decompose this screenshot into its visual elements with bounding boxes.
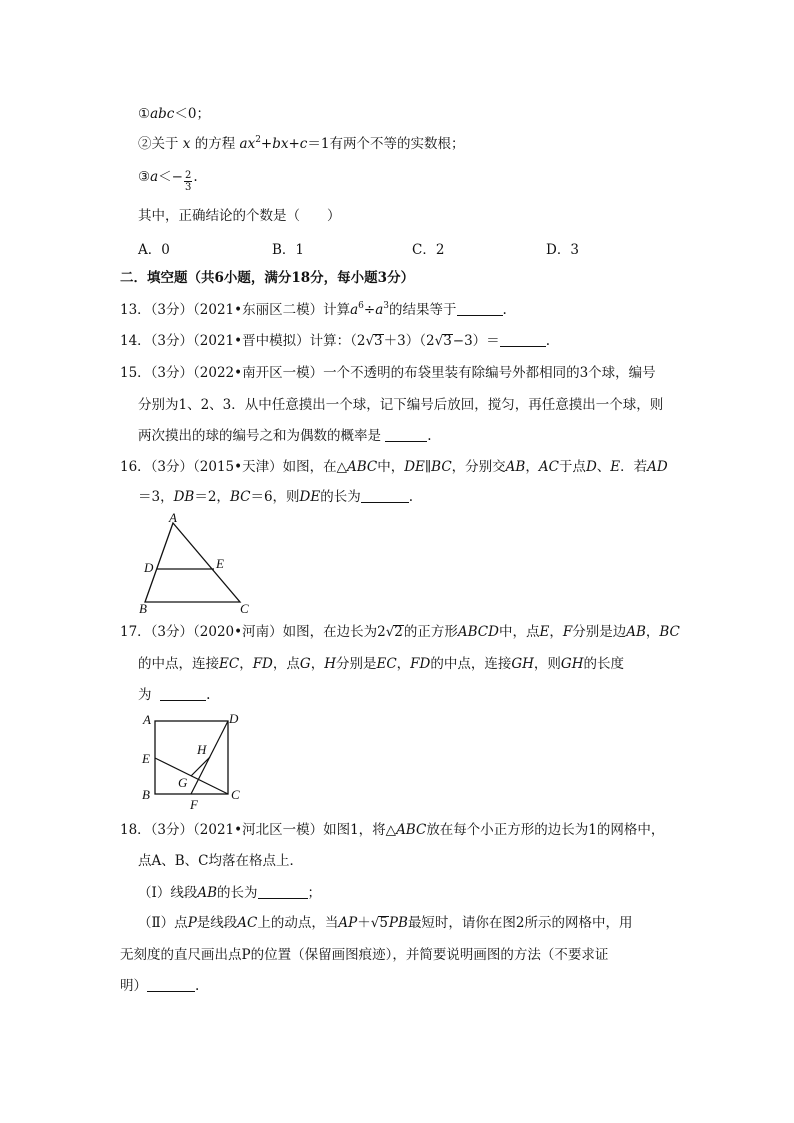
exponent: 6 xyxy=(358,301,364,311)
text: 于点 xyxy=(558,459,586,475)
label: D xyxy=(585,459,597,475)
var-a: a xyxy=(350,302,359,318)
text: 的正方形 xyxy=(403,624,458,640)
text: ，则 xyxy=(533,656,561,672)
label-g: G xyxy=(178,775,188,790)
label: AB xyxy=(505,459,526,475)
label: BC xyxy=(229,489,251,505)
expr-rest: +bx+c xyxy=(260,136,308,152)
text: 中，点 xyxy=(498,624,540,640)
question-18-line-5 xyxy=(120,976,199,996)
text: 分别是 xyxy=(335,656,377,672)
comma: ， xyxy=(396,656,411,672)
label: AP xyxy=(338,915,358,931)
text: 上的动点，当 xyxy=(257,915,339,931)
question-16-line-1 xyxy=(120,457,668,477)
text: 的长为 xyxy=(217,885,258,901)
conclusion-text: 其中，正确结论的个数是（ ） xyxy=(138,208,341,224)
label: P xyxy=(187,915,197,931)
label-a: A xyxy=(169,510,177,525)
var-a: a xyxy=(150,169,159,185)
label-d: D xyxy=(144,560,154,575)
expr-abc: abc xyxy=(150,106,175,122)
condition-3 xyxy=(138,167,198,193)
text: 17．（3分）（2020•河南）如图，在边长为2 xyxy=(120,624,386,640)
question-18-line-1 xyxy=(120,820,664,840)
answer-blank xyxy=(385,427,427,442)
comma: ， xyxy=(525,459,539,475)
period: . xyxy=(193,169,198,185)
text: 中， xyxy=(377,459,405,475)
label: AB xyxy=(197,885,218,901)
text: 18．（3分）（2021•河北区一模）如图1，将△ xyxy=(120,822,397,838)
question-18-line-2: 点A、B、C均落在格点上． xyxy=(138,853,303,869)
label-a: A xyxy=(143,712,151,727)
text: （Ⅰ）线段 xyxy=(138,885,198,901)
label: AB xyxy=(626,624,646,640)
text: ＝2， xyxy=(194,489,230,505)
sqrt-sign: √ xyxy=(385,624,395,640)
comma: ， xyxy=(549,624,563,640)
text: 的中点，连接 xyxy=(138,656,219,672)
label: FD xyxy=(410,656,431,672)
label: BC xyxy=(659,624,680,640)
question-17-line-1 xyxy=(120,622,680,642)
comma: ， xyxy=(239,656,253,672)
text: ＝1有两个不等的实数根； xyxy=(307,136,465,152)
text: 为 xyxy=(138,687,152,703)
label: AD xyxy=(647,459,668,475)
comma: ， xyxy=(310,656,325,672)
square-abcd xyxy=(155,721,228,794)
label: F xyxy=(562,624,573,640)
question-15-line-3 xyxy=(138,426,432,446)
label: DE xyxy=(404,459,425,475)
text: 是线段 xyxy=(196,915,238,931)
mark-2: ② xyxy=(138,136,152,152)
text: ＝3， xyxy=(138,489,174,505)
sqrt-sign: √ xyxy=(370,915,380,931)
mark-1: ① xyxy=(138,106,151,122)
period: . xyxy=(206,687,211,703)
label: EC xyxy=(219,656,240,672)
q14-mid: ＋3）（2 xyxy=(383,333,435,349)
q15-text: 两次摸出的球的编号之和为偶数的概率是 xyxy=(138,428,381,444)
question-18-part-2 xyxy=(138,913,633,933)
relation: ＜0； xyxy=(174,106,210,122)
label: BC xyxy=(431,459,452,475)
label-b: B xyxy=(142,787,150,802)
label: E xyxy=(610,459,621,475)
segment-gh xyxy=(191,757,210,776)
text: ，点 xyxy=(272,656,300,672)
answer-blank xyxy=(258,884,308,899)
label: FD xyxy=(252,656,273,672)
text: （Ⅱ）点 xyxy=(138,915,188,931)
semicolon: ； xyxy=(307,885,322,901)
choice-c: C．2 xyxy=(412,242,445,258)
div-sign: ÷ xyxy=(363,302,376,318)
plus: ＋ xyxy=(357,915,371,931)
section-title: 二．填空题（共6小题，满分18分，每小题3分） xyxy=(120,270,415,286)
numerator: 2 xyxy=(184,170,192,181)
text: 明） xyxy=(120,978,147,994)
label-f: F xyxy=(190,797,198,812)
q13-head: 13．（3分）（2021•东丽区二模）计算 xyxy=(120,302,351,318)
sep: 、 xyxy=(596,459,611,475)
period: . xyxy=(427,428,432,444)
label: DE xyxy=(299,489,321,505)
text: 的方程 xyxy=(194,136,236,152)
figure-17-square xyxy=(136,708,246,812)
text: 16．（3分）（2015•天津）如图，在△ xyxy=(120,459,347,475)
period: . xyxy=(502,302,507,318)
label: AC xyxy=(538,459,559,475)
label-b: B xyxy=(139,601,147,616)
q13-tail: 的结果等于 xyxy=(389,302,457,318)
text: 的长为 xyxy=(320,489,361,505)
condition-2 xyxy=(138,134,464,154)
label-e: E xyxy=(216,556,224,571)
question-15-line-2: 分别为1、2、3．从中任意摸出一个球，记下编号后放回，搅匀，再任意摸出一个球，则 xyxy=(138,397,664,413)
text: 的长度 xyxy=(583,656,624,672)
label-c: C xyxy=(231,787,240,802)
label: AC xyxy=(237,915,258,931)
label: H xyxy=(324,656,336,672)
question-18-line-4: 无刻度的直尺画出点P的位置（保留画图痕迹），并简要说明画图的方法（不要求证 xyxy=(120,947,609,963)
label-e: E xyxy=(142,751,150,766)
label-c: C xyxy=(240,601,249,616)
label: ABC xyxy=(396,822,427,838)
question-13 xyxy=(120,300,507,320)
question-17-line-2 xyxy=(138,654,624,674)
figure-16-triangle xyxy=(130,510,260,620)
text: ．若 xyxy=(620,459,648,475)
question-17-line-3 xyxy=(138,685,210,705)
fraction xyxy=(184,170,192,193)
text: 的中点，连接 xyxy=(430,656,512,672)
question-15-line-1: 15．（3分）（2022•南开区一模）一个不透明的布袋里装有除编号外都相同的3个球，编号 xyxy=(120,365,656,381)
text: 放在每个小正方形的边长为1的网格中， xyxy=(426,822,665,838)
period: . xyxy=(195,978,200,994)
condition-1 xyxy=(138,104,210,124)
label: G xyxy=(299,656,311,672)
answer-blank xyxy=(457,301,503,316)
text: 分别是边 xyxy=(572,624,627,640)
exponent: 3 xyxy=(383,301,389,311)
text: ，分别交 xyxy=(451,459,506,475)
label: ABCD xyxy=(457,624,499,640)
choice-a: A．0 xyxy=(138,242,170,258)
text: 最短时，请你在图2所示的网格中，用 xyxy=(407,915,633,931)
label: GH xyxy=(560,656,584,672)
denominator: 3 xyxy=(184,182,192,193)
mark-3: ③ xyxy=(138,169,151,185)
radicand: 3 xyxy=(374,333,383,349)
q14-tail: −3）＝ xyxy=(452,333,500,349)
relation: ＜− xyxy=(158,169,183,185)
label-h: H xyxy=(197,742,207,757)
expr-ax: ax xyxy=(239,136,256,152)
sqrt-sign: √ xyxy=(365,333,375,349)
label: PB xyxy=(388,915,408,931)
parallel-sign: ∥ xyxy=(424,459,432,475)
text: 关于 xyxy=(151,136,179,152)
answer-blank xyxy=(160,686,206,701)
question-14 xyxy=(120,331,550,351)
radicand: 3 xyxy=(443,333,452,349)
label: EC xyxy=(376,656,397,672)
var-a: a xyxy=(375,302,384,318)
label: DB xyxy=(173,489,195,505)
radicand: 5 xyxy=(379,915,388,931)
q14-head: 14．（3分）（2021•晋中模拟）计算：（2 xyxy=(120,333,366,349)
answer-blank xyxy=(500,332,546,347)
label: GH xyxy=(511,656,534,672)
answer-blank xyxy=(361,488,409,503)
period: . xyxy=(545,333,550,349)
sqrt-sign: √ xyxy=(434,333,444,349)
comma: ， xyxy=(645,624,660,640)
exponent: 2 xyxy=(255,135,261,145)
var-x: x xyxy=(182,136,191,152)
text: ＝6，则 xyxy=(250,489,300,505)
choice-b: B．1 xyxy=(272,242,305,258)
label: ABC xyxy=(346,459,378,475)
choice-d: D．3 xyxy=(546,242,579,258)
period: . xyxy=(408,489,414,505)
question-18-part-1 xyxy=(138,883,321,903)
question-16-line-2 xyxy=(138,487,413,507)
label: E xyxy=(539,624,550,640)
triangle-abc xyxy=(145,523,240,602)
answer-blank xyxy=(147,977,195,992)
label-d: D xyxy=(229,711,239,726)
radicand: 2 xyxy=(394,624,403,640)
